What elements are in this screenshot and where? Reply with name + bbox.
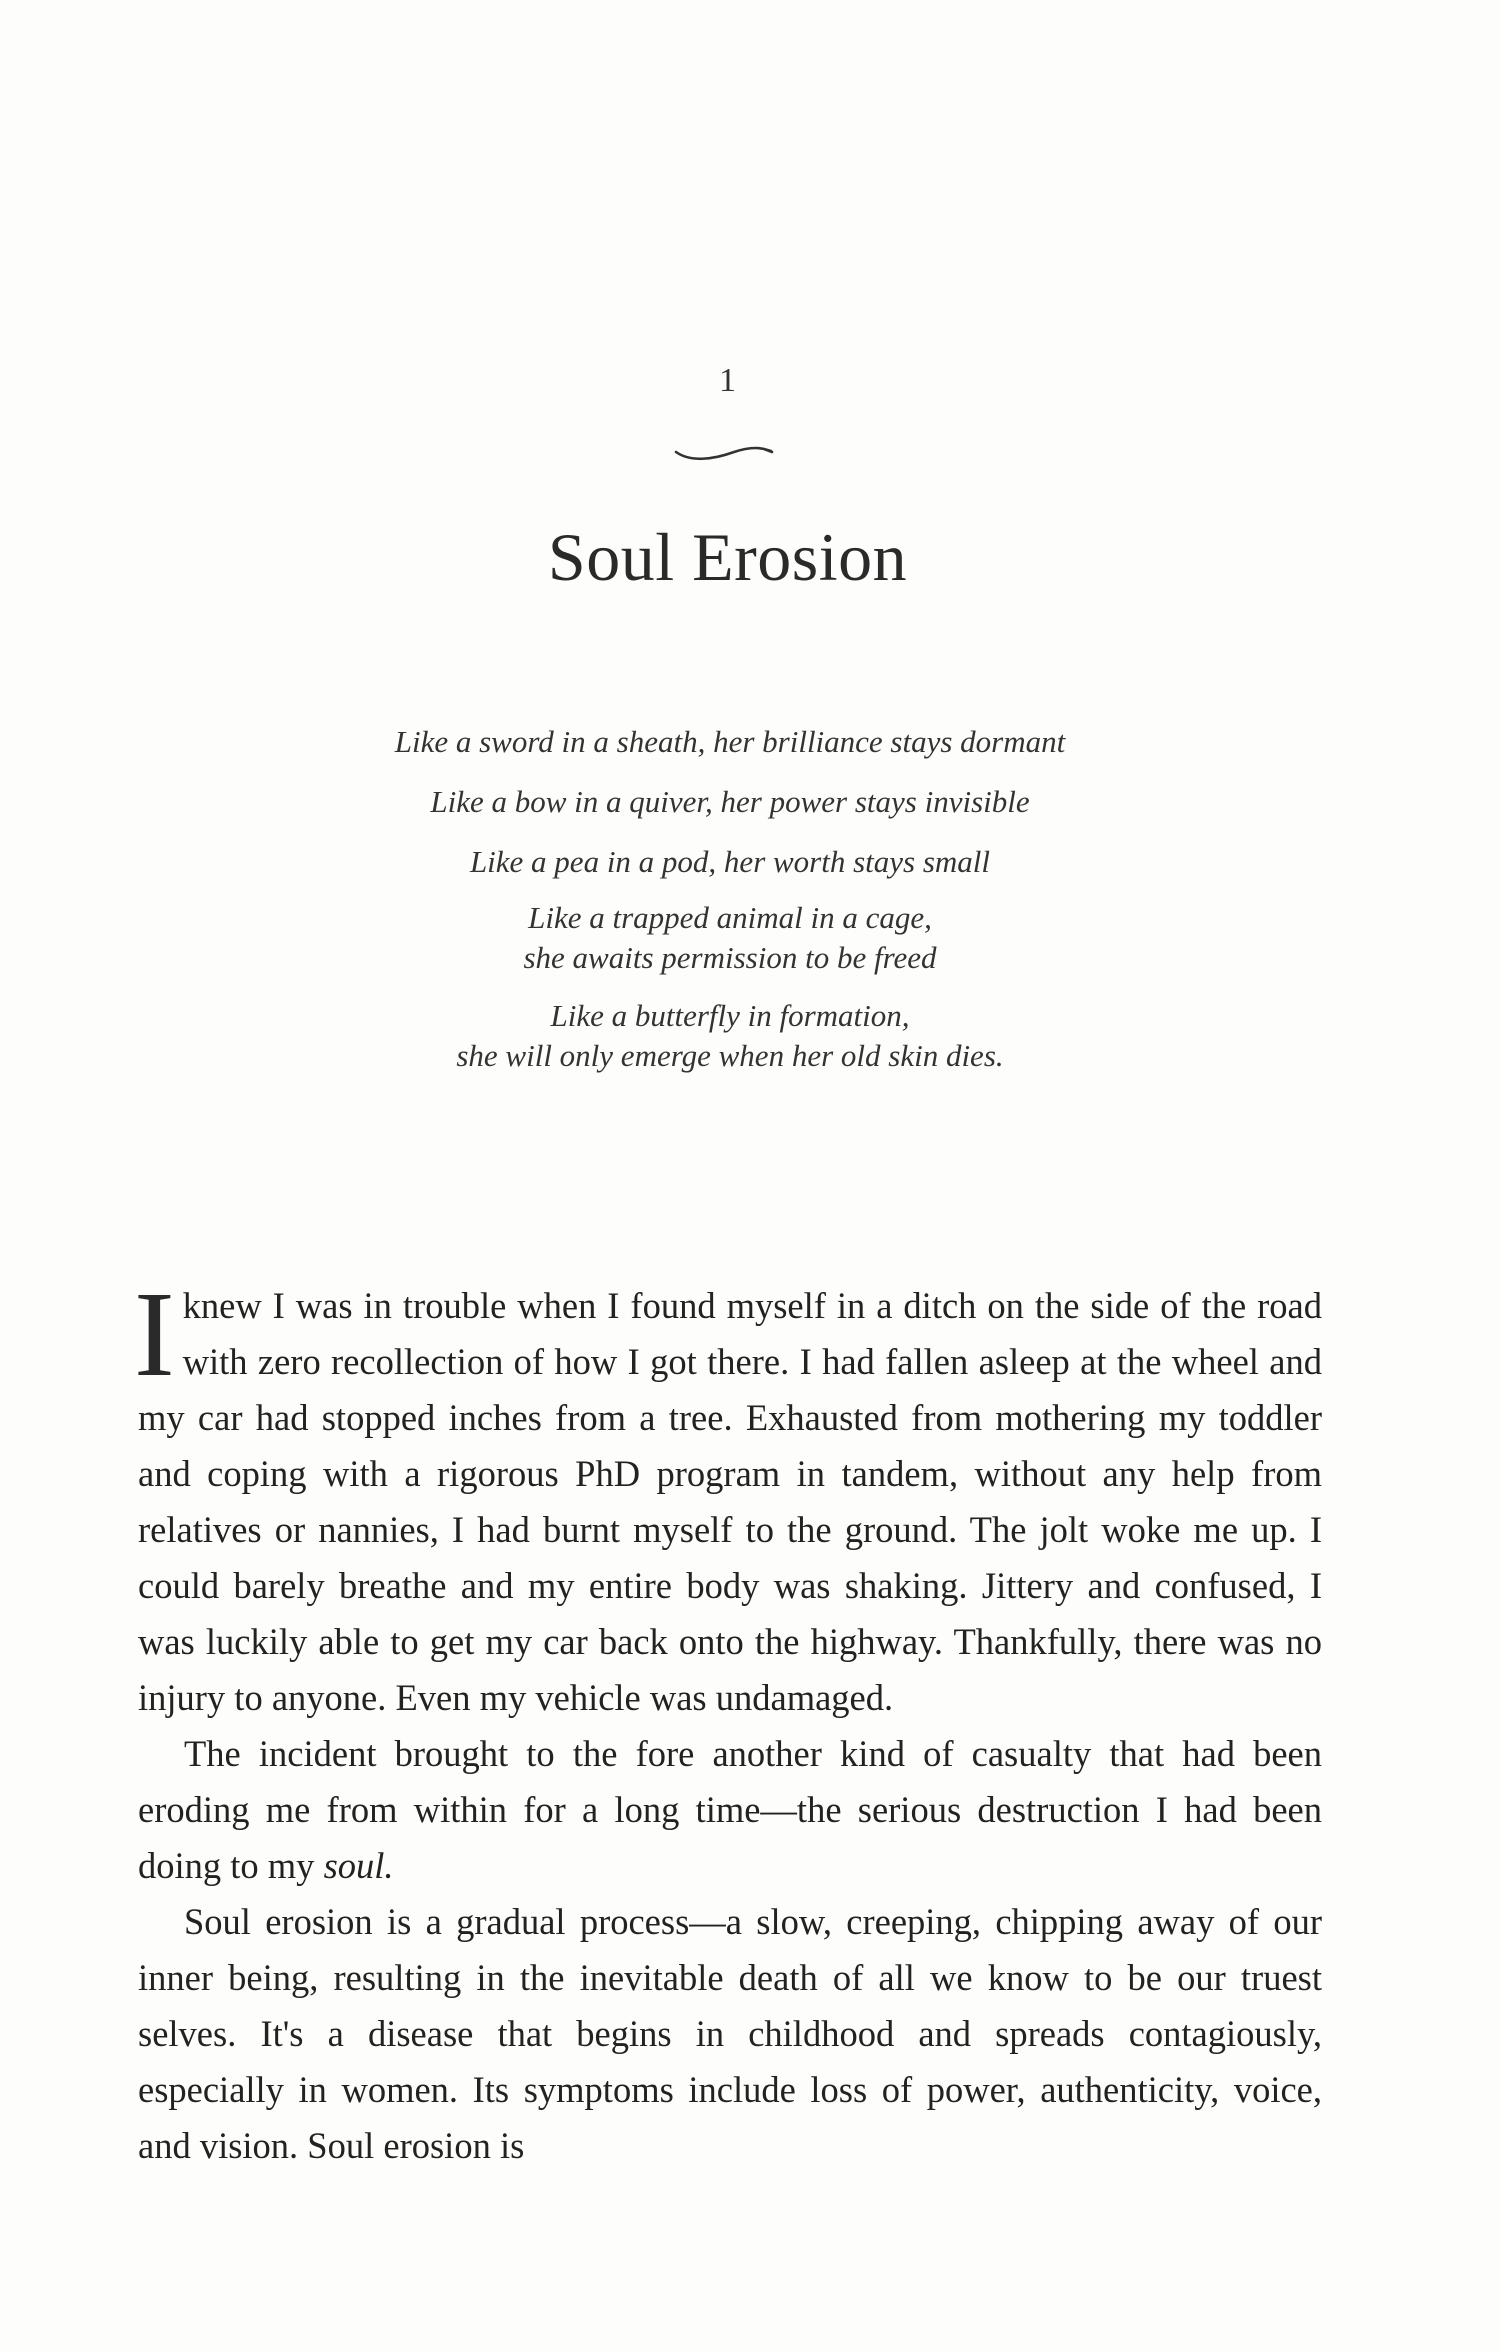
chapter-body <box>134 1267 1322 2174</box>
epigraph-stanza <box>0 718 1460 766</box>
body-paragraph <box>134 1267 1322 1726</box>
body-paragraph <box>138 1726 1322 1894</box>
epigraph-line: she awaits permission to be freed <box>523 940 937 975</box>
swash-ornament-icon <box>672 438 782 468</box>
epigraph-line: Like a bow in a quiver, her power stays invisible <box>430 784 1030 819</box>
epigraph-line: Like a sword in a sheath, her brilliance stays dormant <box>394 724 1066 759</box>
epigraph-stanza <box>0 996 1460 1076</box>
epigraph-line: Like a pea in a pod, her worth stays small <box>469 844 991 879</box>
epigraph-poem <box>0 718 1460 1088</box>
drop-cap: I <box>134 1267 175 1402</box>
emphasis-text: soul. <box>323 1845 394 1886</box>
chapter-title: Soul Erosion <box>547 519 908 595</box>
paragraph-text: knew I was in trouble when I found myself in a ditch on the side of the road with zero recollection of how I got there. I had fallen asleep at the wheel and my car had stopped inches from a tree. Exhausted from mothering my toddler and coping with a rigorous PhD program in tandem, without any help from relatives or nannies, I had burnt myself to the ground. The jolt woke me up. I could barely breathe and my entire body was shaking. Jittery and confused, I was luckily able to get my car back onto the highway. Thankfully, there was no injury to anyone. Even my vehicle was undamaged. <box>138 1285 1322 1718</box>
epigraph-stanza <box>0 898 1460 978</box>
paragraph-text: Soul erosion is a gradual process—a slow, creeping, chipping away of our inner being, resulting in the inevitable death of all we know to be our truest selves. It's a disease that begins in childhood and spreads contagiously, especially in women. Its symptoms include loss of power, authenticity, voice, and vision. Soul erosion is <box>138 1901 1322 2166</box>
epigraph-line: Like a trapped animal in a cage, <box>528 900 932 935</box>
epigraph-stanza <box>0 838 1460 886</box>
epigraph-stanza <box>0 778 1460 826</box>
chapter-number: 1 <box>719 362 736 399</box>
body-paragraph <box>138 1894 1322 2174</box>
epigraph-line: she will only emerge when her old skin dies. <box>456 1038 1004 1073</box>
epigraph-line: Like a butterfly in formation, <box>550 998 910 1033</box>
paragraph-text: The incident brought to the fore another kind of casualty that had been eroding me from within for a long time—the serious destruction I had been doing to my <box>138 1733 1322 1886</box>
